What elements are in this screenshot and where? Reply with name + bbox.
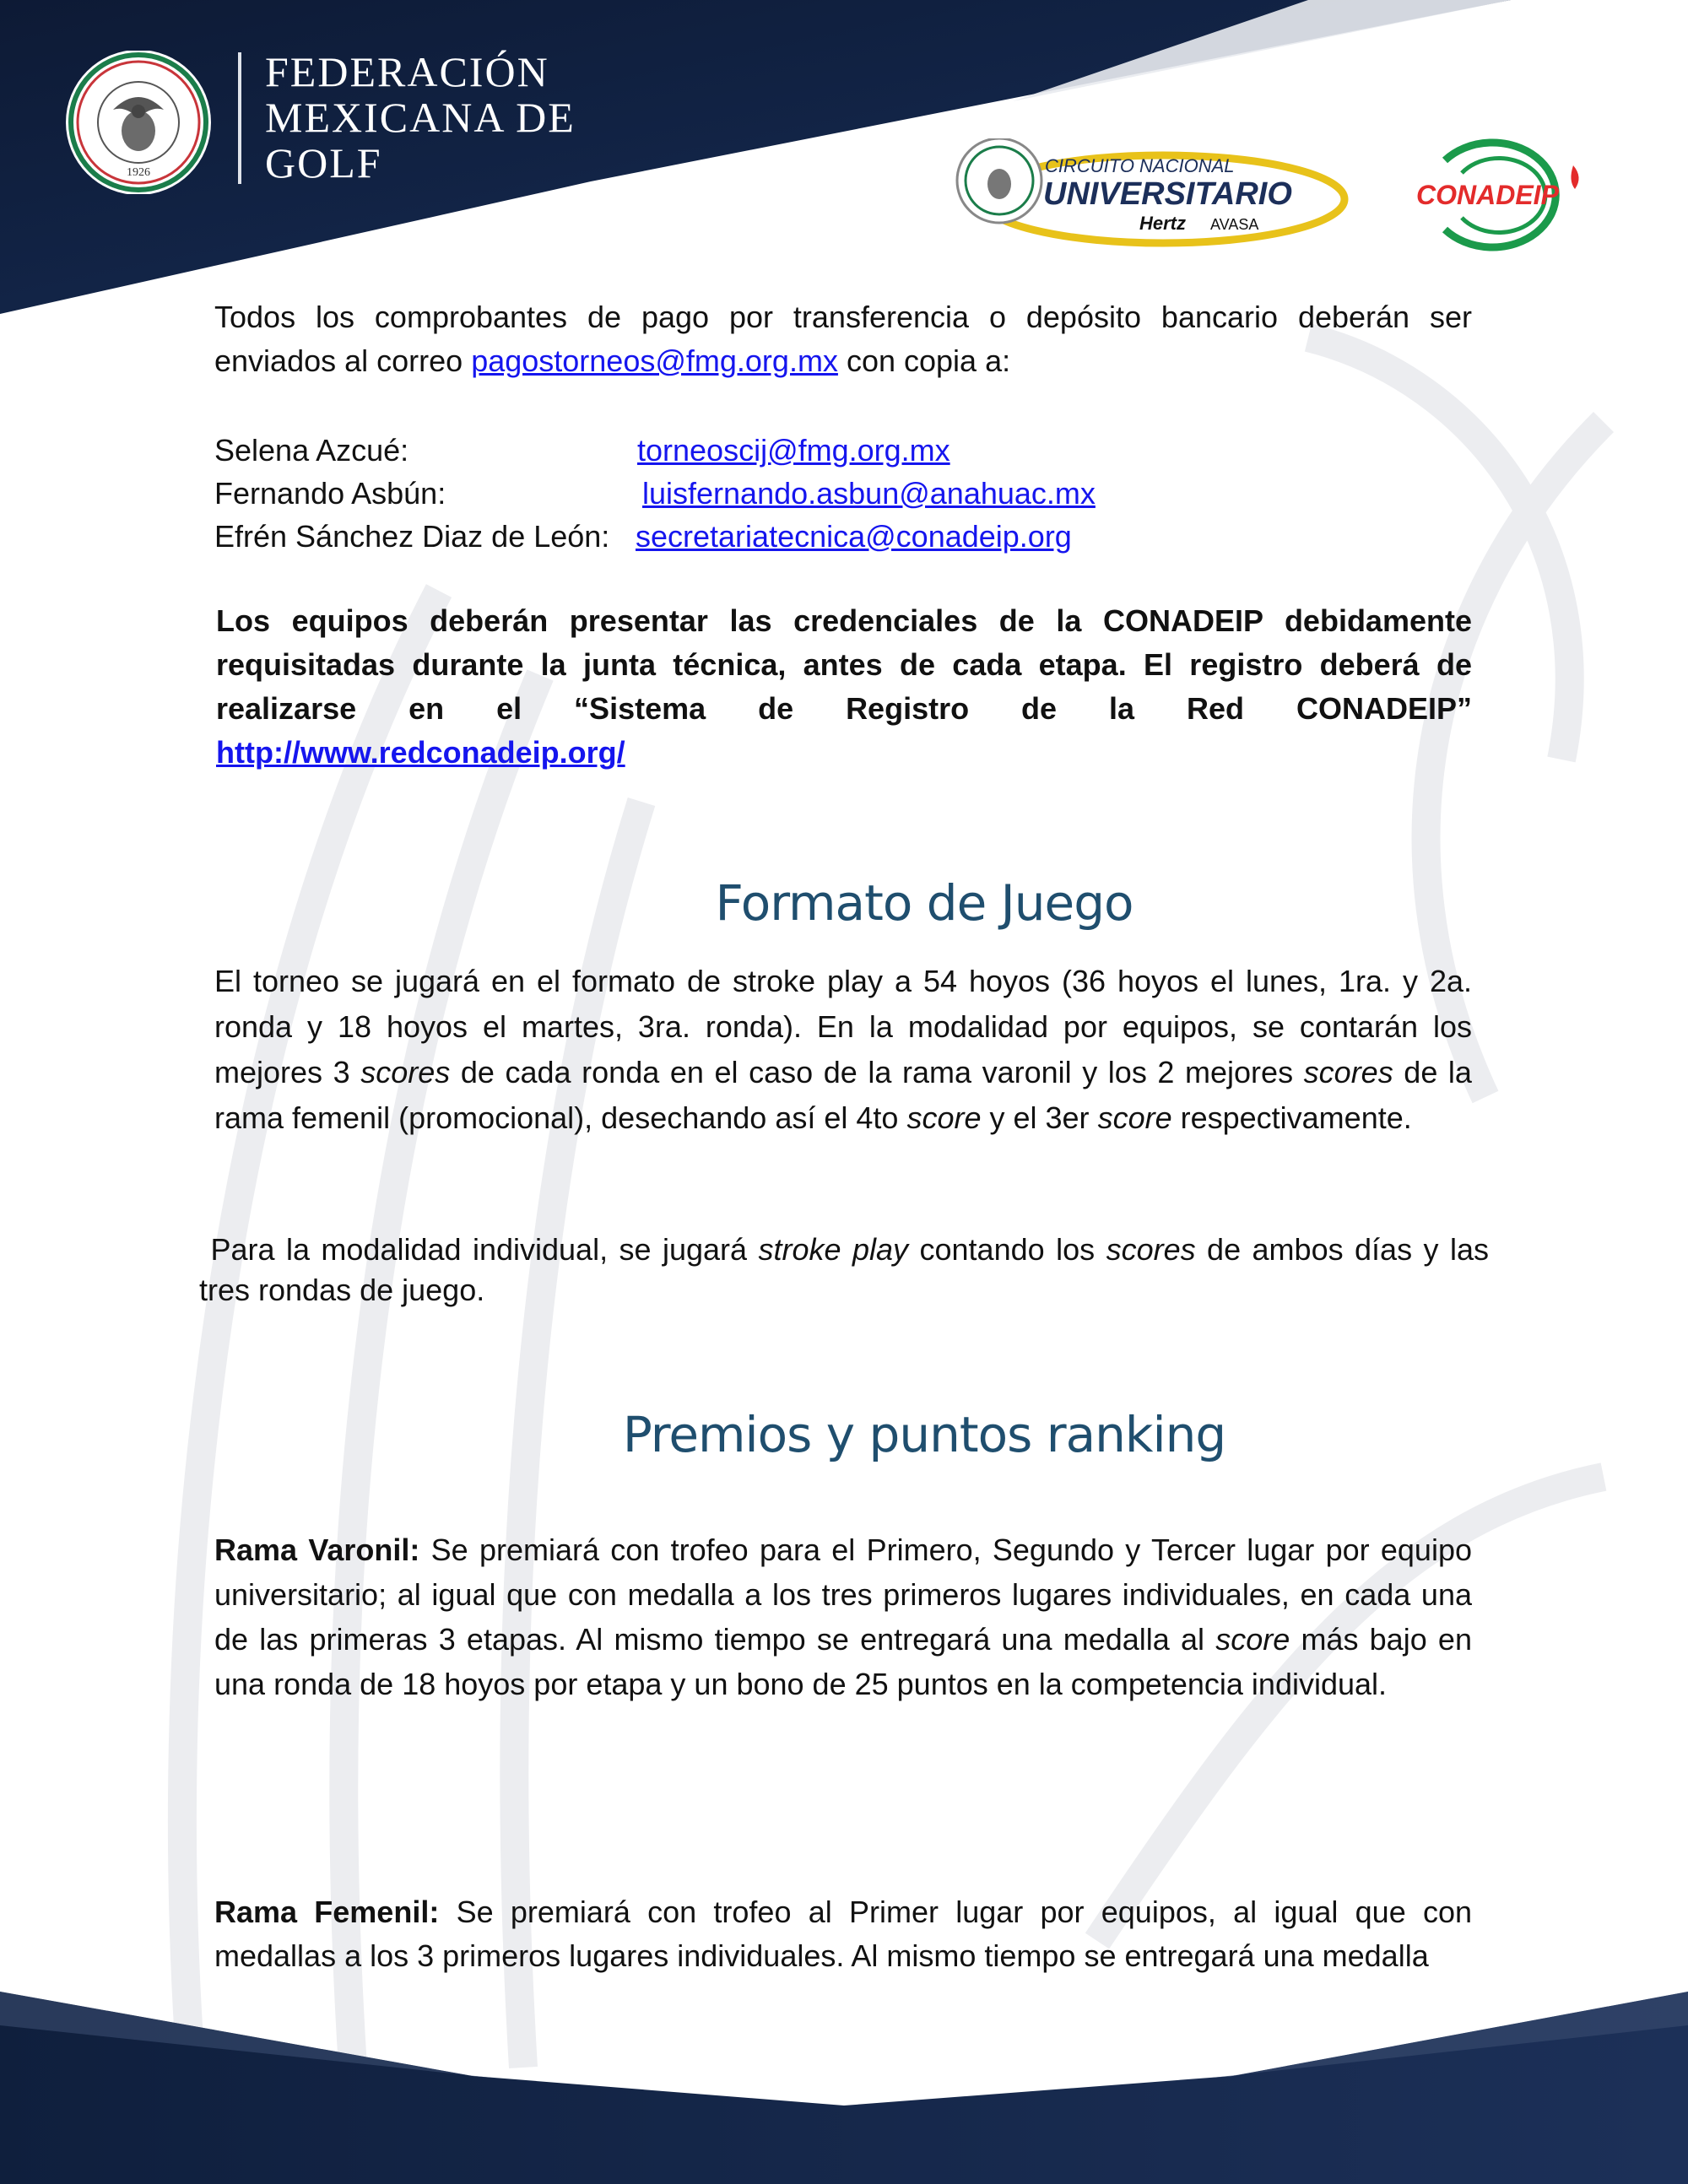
org-name — [265, 49, 576, 186]
format-text-italic: scores — [360, 1055, 451, 1089]
conadeip-logo-text: CONADEIP — [1416, 180, 1559, 210]
org-name-line-3: GOLF — [265, 139, 382, 187]
contact-email-link[interactable]: secretariatecnica@conadeip.org — [636, 519, 1072, 554]
individual-text: de ambos días y las tres rondas de juego. — [199, 1232, 1489, 1307]
format-text: y el 3er — [989, 1100, 1090, 1135]
rama-varonil-text-italic: score — [1215, 1622, 1290, 1657]
cnu-top-text: CIRCUITO NACIONAL — [1045, 155, 1235, 176]
org-name-line-2: MEXICANA DE — [265, 94, 576, 141]
contact-email-link[interactable]: luisfernando.asbun@anahuac.mx — [642, 476, 1096, 511]
payment-text: Todos los comprobantes de pago por transferencia o depósito bancario deberán ser enviados al correo — [214, 300, 1472, 378]
rama-femenil-paragraph — [214, 1890, 1472, 1978]
individual-text: contando los — [919, 1232, 1096, 1267]
contact-name: Efrén Sánchez Diaz de León: — [214, 519, 610, 554]
conadeip-logo — [1411, 135, 1588, 253]
payment-text-end: con copia a: — [846, 343, 1011, 378]
cnu-sponsor-1: Hertz — [1139, 213, 1187, 234]
individual-paragraph — [199, 1230, 1489, 1311]
contact-email-link[interactable]: torneoscij@fmg.org.mx — [637, 433, 950, 468]
contact-name: Fernando Asbún: — [214, 476, 446, 511]
rama-varonil-label: Rama Varonil: — [214, 1533, 420, 1567]
format-heading: Formato de Juego — [715, 874, 1133, 932]
credentials-text: Los equipos deberán presentar las credenciales de la CONADEIP debidamente requisitadas durante la junta técnica, antes de cada etapa. El registro deberá de realizarse en el “Sistema de Registro de la Red CONADEIP” — [216, 603, 1472, 726]
individual-text: Para la modalidad individual, se jugará — [210, 1232, 748, 1267]
circuito-universitario-logo — [952, 138, 1349, 255]
seal-year: 1926 — [127, 166, 150, 179]
contact-name: Selena Azcué: — [214, 433, 409, 468]
individual-text-italic: scores — [1106, 1232, 1196, 1267]
payment-paragraph — [214, 295, 1472, 383]
cnu-main-text: UNIVERSITARIO — [1043, 176, 1292, 212]
individual-text-italic: stroke play — [758, 1232, 909, 1267]
format-text: de la rama femenil (promocional), desechando así el 4to — [214, 1055, 1472, 1135]
format-text: respectivamente. — [1180, 1100, 1412, 1135]
org-name-line-1: FEDERACIÓN — [265, 48, 549, 95]
rama-varonil-text: más bajo en una ronda de 18 hoyos por etapa y un bono de 25 puntos en la competencia individual. — [214, 1622, 1472, 1701]
rama-femenil-text: Se premiará con trofeo al Primer lugar por equipos, al igual que con medallas a los 3 primeros lugares individuales. Al mismo tiempo se entregará una medalla — [214, 1895, 1473, 1973]
rama-femenil-label: Rama Femenil: — [214, 1895, 440, 1929]
format-text: de cada ronda en el caso de la rama varonil y los 2 mejores — [460, 1055, 1294, 1089]
rama-varonil-paragraph — [214, 1527, 1472, 1706]
redconadeip-link[interactable]: http://www.redconadeip.org/ — [216, 735, 625, 770]
format-text-italic: score — [906, 1100, 982, 1135]
format-text-italic: scores — [1303, 1055, 1393, 1089]
payments-email-link[interactable]: pagostorneos@fmg.org.mx — [471, 343, 838, 378]
format-paragraph — [214, 959, 1472, 1141]
header-divider — [238, 52, 241, 184]
prizes-heading: Premios y puntos ranking — [622, 1406, 1226, 1463]
cnu-sponsor-2: AVASA — [1210, 216, 1259, 233]
credentials-paragraph — [216, 599, 1472, 775]
format-text: El torneo se jugará en el formato de stroke play a 54 hoyos (36 hoyos el lunes, 1ra. y 2a. ronda y 18 hoyos el martes, 3ra. ronda). En la modalidad por equipos, se contarán los mejores 3 — [214, 964, 1472, 1089]
format-text-italic: score — [1097, 1100, 1172, 1135]
footer-band — [0, 1992, 1688, 2184]
rama-varonil-text: Se premiará con trofeo para el Primero, Segundo y Tercer lugar por equipo universitario; al igual que con medalla a los tres primeros lugares individuales, en cada una de las primeras 3 etapas. Al mismo tiempo se entregará una medalla al — [214, 1533, 1472, 1657]
